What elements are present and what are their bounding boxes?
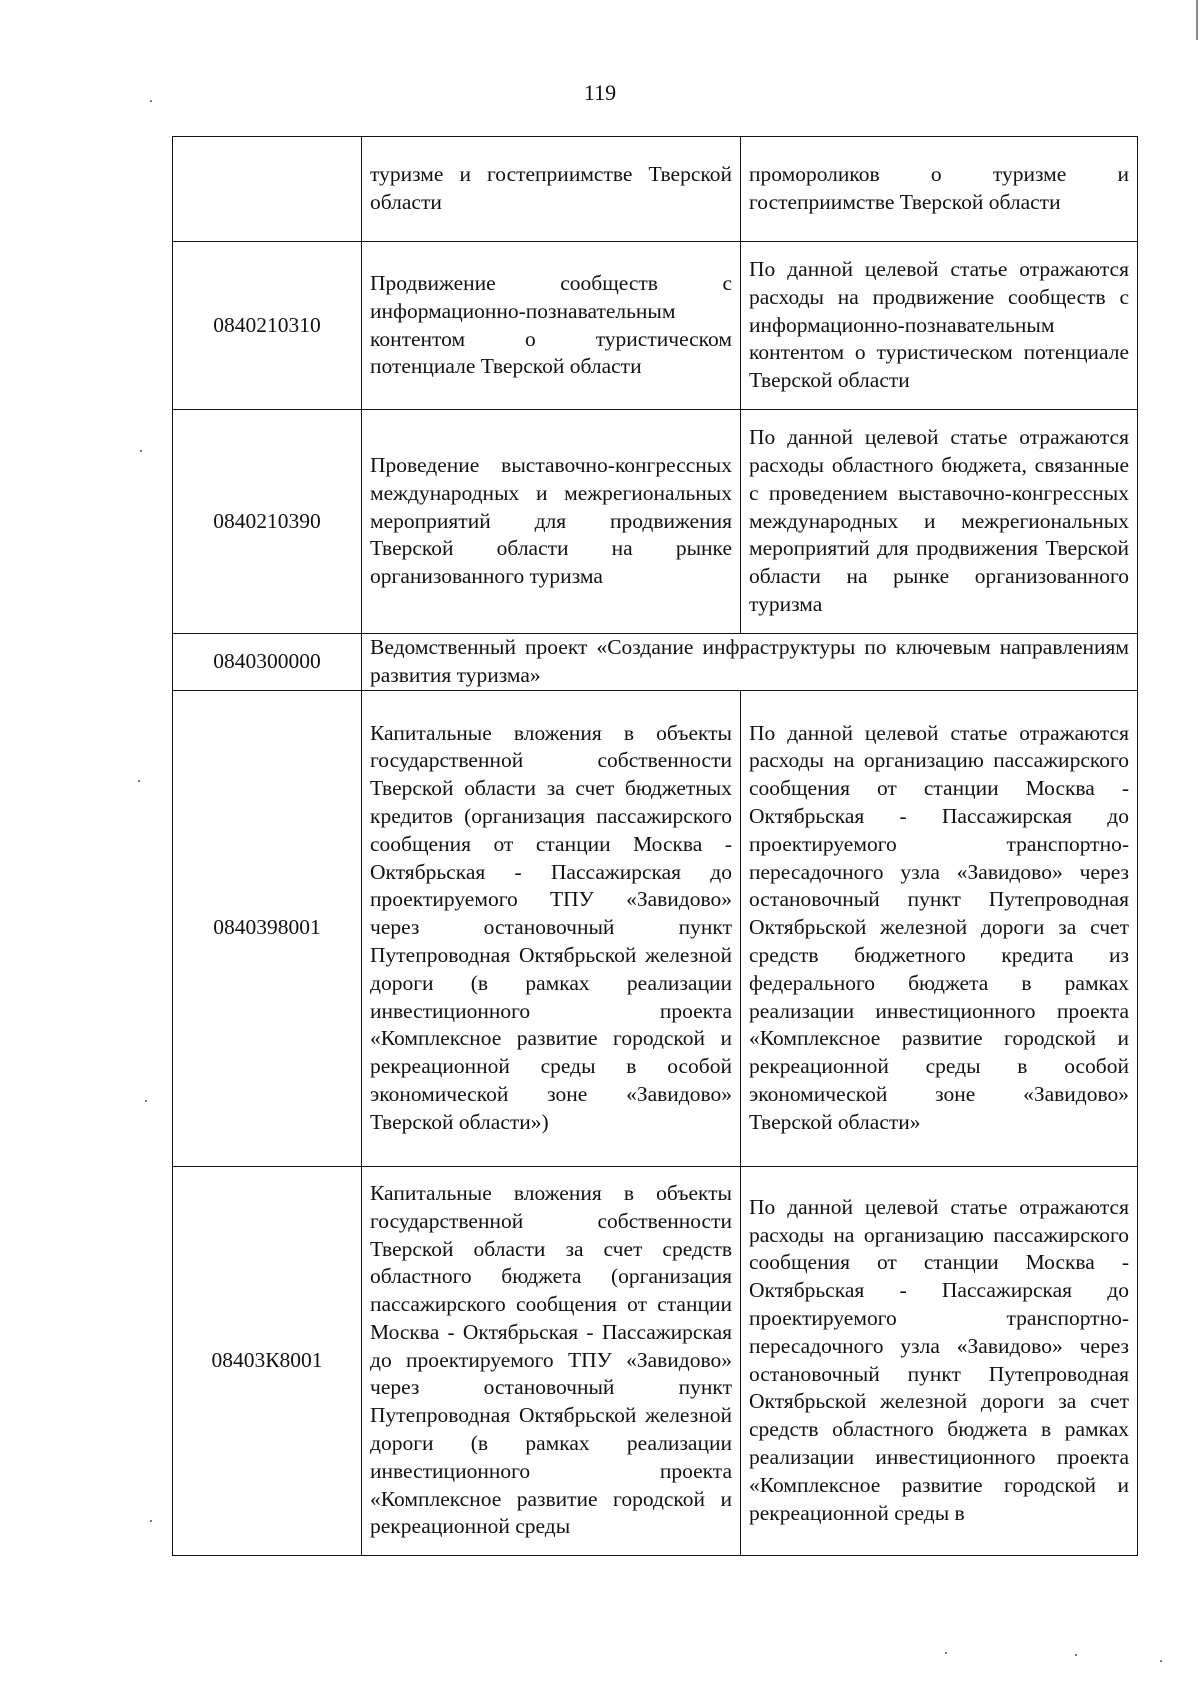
project-title-cell: Ведомственный проект «Создание инфраструктуры по ключевым направлениям развития туризма» [362,634,1138,691]
code-cell: 0840398001 [173,690,362,1166]
description-cell: По данной целевой статье отражаются расходы областного бюджета, связанные с проведением выставочно-конгрессных международных и межрегиональных мероприятий для продвижения Тверской области на рынке организованного туризма [741,410,1138,634]
name-cell: Проведение выставочно-конгрессных международных и межрегиональных мероприятий для продвижения Тверской области на рынке организованного туризма [362,410,741,634]
table-row [173,137,1138,242]
table-row [173,1166,1138,1555]
code-cell: 0840210390 [173,410,362,634]
name-cell: туризме и гостеприимстве Тверской области [362,137,741,242]
name-cell: Продвижение сообществ с информационно-познавательным контентом о туристическом потенциале Тверской области [362,242,741,410]
table-row [173,690,1138,1166]
page-number: 119 [583,80,617,105]
scan-dot [140,450,142,452]
code-cell [173,137,362,242]
description-cell: По данной целевой статье отражаются расходы на продвижение сообществ с информационно-познавательным контентом о туристическом потенциале Тверской области [741,242,1138,410]
scan-dot [945,1652,947,1654]
description-cell: По данной целевой статье отражаются расходы на организацию пассажирского сообщения от станции Москва - Октябрьская - Пассажирская до проектируемого транспортно-пересадочного узла «Завидово» через остановочный пункт Путепроводная Октябрьской железной дороги за счет средств бюджетного кредита из федерального бюджета в рамках реализации инвестиционного проекта «Комплексное развитие городской и рекреационной среды в особой экономической зоне «Завидово» Тверской области» [741,690,1138,1166]
name-cell: Капитальные вложения в объекты государственной собственности Тверской области за счет бюджетных кредитов (организация пассажирского сообщения от станции Москва - Октябрьская - Пассажирская до проектируемого ТПУ «Завидово» через остановочный пункт Путепроводная Октябрьской железной дороги (в рамках реализации инвестиционного проекта «Комплексное развитие городской и рекреационной среды в особой экономической зоне «Завидово» Тверской области») [362,690,741,1166]
description-cell: По данной целевой статье отражаются расходы на организацию пассажирского сообщения от станции Москва - Октябрьская - Пассажирская до проектируемого транспортно-пересадочного узла «Завидово» через остановочный пункт Путепроводная Октябрьской железной дороги за счет средств областного бюджета в рамках реализации инвестиционного проекта «Комплексное развитие городской и рекреационной среды в [741,1166,1138,1555]
scan-dot [150,1520,152,1522]
table-row [173,634,1138,691]
scan-dot [150,100,152,102]
table-row [173,410,1138,634]
table-row [173,242,1138,410]
code-cell: 0840300000 [173,634,362,691]
scan-dot [1160,1660,1162,1662]
scan-dot [138,780,140,782]
code-cell: 0840210310 [173,242,362,410]
budget-classification-table [172,136,1138,1556]
code-cell: 08403К8001 [173,1166,362,1555]
description-cell: промороликов о туризме и гостеприимстве Тверской области [741,137,1138,242]
name-cell: Капитальные вложения в объекты государственной собственности Тверской области за счет средств областного бюджета (организация пассажирского сообщения от станции Москва - Октябрьская - Пассажирская до проектируемого ТПУ «Завидово» через остановочный пункт Путепроводная Октябрьской железной дороги (в рамках реализации инвестиционного проекта «Комплексное развитие городской и рекреационной среды [362,1166,741,1555]
scan-dot [1075,1654,1077,1656]
scan-edge-line [1196,0,1198,40]
scan-dot [145,1100,147,1102]
